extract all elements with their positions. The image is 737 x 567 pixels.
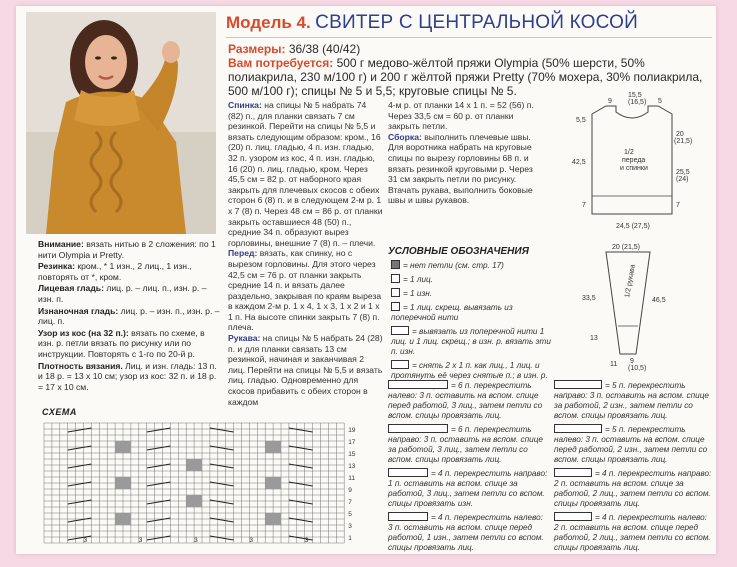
legend-column-1 [391,260,551,394]
legend-text: = нет петли (см. стр. 17) [403,261,504,270]
legend-symbol-icon [554,512,592,521]
note-rib [38,261,220,282]
note-rev-label: Изнаночная гладь: [38,305,119,316]
legend-item [391,288,551,299]
legend-item [391,260,551,271]
cable-cross-mark [68,536,313,540]
legend-item [388,380,548,421]
note-stst-label: Лицевая гладь: [38,283,104,294]
note-attention [38,239,220,260]
cross-count-mark: 3 [83,537,88,544]
legend-symbol-icon [391,326,409,335]
row-number: 1 [348,535,352,542]
sleeve-right-h: 46,5 [652,297,666,304]
legend-item [388,424,548,465]
row-number: 11 [348,475,355,482]
back-text: на спицы № 5 набрать 74 (82) п., для планки связать 7 см резинкой. Перейти на спицы № 5,5 и вязать следующим образом: кром., 16 (20) п. лиц. гладью, 4 п. изн. гладью, 32 п. узором из кос, 4 п. изн. гладью, 16 (20) п. лиц. гладью, кром. Через 45,5 см = 82 р. от наборного края закрыть для плечевых скосов с обеих сторон 6 (8) п. и в следующем 2-м р. 1 х 7 (8) п. Через 48 см = 86 р. от планки закрыть оставшиеся 48 (50) п., средние 34 п. образуют вырез горловины, внешние 7 (8) п. – плечи. [228,100,383,248]
center-back: и спинки [620,165,648,172]
front-paragraph [228,248,383,333]
dim-armhole: 20 [676,131,684,138]
row-number: 17 [348,439,356,446]
dim-bottom-w: 24,5 (27,5) [616,223,650,230]
legend-column-3 [554,380,712,554]
legend-text: = 4 п. перекрестить налево: 2 п. оставить на вспом. спице перед работой, 2 лиц., затем петли со вспом. спицы провязать лиц. [554,513,711,552]
dim-shoulder-left: 9 [608,98,612,105]
legend-symbol-icon [554,380,602,389]
legend-symbol-icon [554,468,592,477]
legend-symbol-icon [388,380,448,389]
dim-rib-right: 7 [676,202,680,209]
dim-neck-h: 5,5 [576,117,586,124]
dim-total-h: 42,5 [572,159,586,166]
legend-text: = 1 изн. [403,289,433,298]
note-stst [38,283,220,304]
no-stitch-cell [265,441,281,453]
no-stitch-cell [186,459,202,471]
row-number: 13 [348,463,356,470]
row-number: 9 [348,487,352,494]
note-gauge-label: Плотность вязания. [38,360,123,371]
schema-title: СХЕМА [42,407,77,417]
row-number: 3 [348,523,352,530]
no-stitch-cell [265,513,281,525]
note-rib-text: кром., * 1 изн., 2 лиц., 1 изн., повторять от *, кром. [38,261,192,282]
center-fraction: 1/2 [624,149,634,156]
legend-title: УСЛОВНЫЕ ОБОЗНАЧЕНИЯ [388,246,529,257]
legend-symbol-icon [391,360,409,369]
sleeves-text: на спицы № 5 набрать 24 (28) п. и для планки связать 13 см резинкой, начиная и заканчивая 2 лиц. Перейти на спицы № 5,5 и вязать лиц. гладью. Одновременно для скосов прибавить с обеих сторон в каждом [228,333,383,407]
sleeve-bottom-2: 9 [630,358,634,365]
row-number: 5 [348,511,352,518]
legend-item [554,512,712,553]
sizes-block [228,42,708,98]
legend-symbol-icon [388,468,428,477]
sleeves-label: Рукава: [228,333,261,344]
cable-chart-grid [42,419,372,549]
sleeve-bottom-1: 11 [610,361,618,368]
instructions-column-1 [228,100,383,407]
note-cable [38,328,220,360]
sleeve-center: 1/2 рукава [624,263,637,299]
sleeve-top-w: 20 (21,5) [612,244,641,251]
legend-text: = 1 лиц. скрещ. вывязать из поперечной нити [391,303,513,322]
legend-text: = 5 п. перекрестить направо: 3 п. оставить на вспом. спице за работой, 2 изн., затем петли со вспом. спицы провязать лиц. [554,381,709,420]
legend-text: = 6 п. перекрестить налево: 3 п. оставить на вспом. спице перед работой, 3 лиц., затем петли со вспом. спицы провязать лиц. [388,381,543,420]
model-number: Модель 4. [226,13,311,32]
sleeve-bottom-3: (10,5) [628,365,647,372]
sizes-line [228,42,708,56]
legend-symbol-icon [391,260,400,269]
title-bar [226,12,712,38]
front-text: вязать, как спинку, но с вырезом горловины. Для этого через 42,5 см = 76 р. от планки закрыть средние 14 п. и вязать далее раздельно, закрывая по краям выреза в каждом 2-м р. 1 х 4, 1 х 3, 1 х 2 и 1 х 1 п. На высоте спинки закрыть 7 (8) п. плеча. [228,248,382,333]
note-stst-text: лиц. р. – лиц. п., изн. р. – изн. п. [38,283,207,304]
legend-symbol-icon [391,274,400,283]
note-attention-text: вязать нитью в 2 сложения: по 1 нити Olympia и Pretty. [38,239,216,260]
note-gauge-text: Лиц. и изн. гладь: 13 п. и 18 р. = 13 х 10 см; узор из кос: 32 п. и 18 р. = 17 х 10 см. [38,360,217,392]
legend-symbol-icon [391,288,400,297]
assembly-label: Сборка: [388,131,422,142]
sizes-label: Размеры: [228,42,286,56]
legend-text: = 5 п. перекрестить налево: 3 п. оставить на вспом. спице перед работой, 2 изн., затем петли со вспом. спицы провязать лиц. [554,425,708,464]
legend-item [554,424,712,465]
cable-cross-mark [68,428,313,432]
model-photo [26,12,216,234]
legend-text: = вывязать из поперечной нити 1 лиц. и 1 лиц. скрещ.; в изн. р. вязать эти п. изн. [391,327,551,356]
sizes-value: 36/38 (40/42) [288,42,361,56]
cross-count-mark: 3 [138,537,143,544]
legend-text: = 4 п. перекрестить направо: 2 п. оставить на вспом. спице за работой, 2 лиц., затем петли со вспом. спицы провязать лиц. [554,469,712,508]
note-attention-label: Внимание: [38,239,84,249]
page-title: СВИТЕР С ЦЕНТРАЛЬНОЙ КОСОЙ [315,12,638,33]
row-number: 19 [348,427,356,434]
note-cable-text: вязать по схеме, в изн. р. петли вязать по рисунку или по инструкции. Повторять с 1-го по 20-й р. [38,327,205,359]
row-number: 15 [348,451,356,458]
pattern-notes [38,239,220,393]
legend-text: = 1 лиц. [403,275,434,284]
legend-symbol-icon [391,302,400,311]
chart-gridlines [44,423,344,543]
cross-count-mark: 3 [249,537,254,544]
sleeves-continued: 4-м р. от планки 14 х 1 п. = 52 (56) п. Через 33,5 см = 60 р. от планки закрыть петли. [388,100,534,132]
note-gauge [38,361,220,393]
note-rev [38,306,220,327]
no-stitch-cell [115,513,131,525]
legend-symbol-icon [388,512,428,521]
cross-count-mark: 3 [304,537,309,544]
row-number: 7 [348,499,352,506]
dim-neck-w: 15,5 [628,92,642,99]
legend-item [388,512,548,553]
back-paragraph [228,100,383,248]
no-stitch-cell [115,477,131,489]
legend-item [554,380,712,421]
body-schematic [554,92,714,242]
model-photo-illustration [26,12,216,234]
magazine-page [16,6,716,554]
no-stitch-cell [115,441,131,453]
back-label: Спинка: [228,100,262,110]
assembly-text: выполнить плечевые швы. Для воротника набрать на круговые спицы по вырезу горловины 68 п. и вязать резинкой круговыми р. Через 31 см закрыть петли по рисунку. Втачать рукава, выполнить боковые швы и швы рукавов. [388,131,533,206]
materials-label: Вам потребуется: [228,56,334,70]
dim-rib-left: 7 [582,202,586,209]
dim-neck-w2: (16,5) [628,99,647,106]
legend-column-2 [388,380,548,554]
sleeve-schematic [554,242,714,378]
center-front: переда [622,157,646,164]
sleeves-paragraph [228,333,383,407]
legend-item [388,468,548,509]
dim-side-alt: (24) [676,176,689,183]
legend-symbol-icon [388,424,448,433]
sleeve-outline [606,252,650,354]
instructions-column-2 [388,100,543,206]
legend-item [391,274,551,285]
sleeve-cuff-h: 13 [590,335,598,342]
materials-text: 500 г медово-жёлтой пряжи Olympia (50% шерсти, 50% полиакрила, 230 м/100 г) и 200 г жёлтой пряжи Pretty (70% мохера, 30% полиакрила, 500 м/100 г); спицы № 5 и 5,5; круговые спицы № 5. [228,56,703,98]
legend-text: = 4 п. перекрестить направо: 1 п. оставить на вспом. спице за работой, 3 лиц., затем петли со вспом. спицы провязать изн. [388,469,548,508]
front-label: Перед: [228,248,258,259]
legend-text: = 4 п. перекрестить налево: 3 п. оставить на вспом. спице перед работой, 1 изн., затем петли со вспом. спицы провязать лиц. [388,513,544,552]
cable-chart [42,419,372,549]
cross-count-mark: 3 [194,537,198,544]
note-rib-label: Резинка: [38,261,75,272]
dim-shoulder-right: 5 [658,98,662,105]
no-stitch-cell [186,495,202,507]
no-stitch-cell [265,477,281,489]
dim-armhole-alt: (21,5) [674,138,693,145]
sleeve-left-h: 33,5 [582,295,596,302]
legend-text: = снять 2 х 1 п. как лиц., 1 лиц. и протянуть её через снятые п.; в изн. р. [391,361,548,380]
dim-side: 25,5 [676,169,690,176]
legend-text: = 6 п. перекрестить направо: 3 п. оставить на вспом. спице за работой, 3 лиц., затем петли со вспом. спицы провязать лиц. [388,425,543,464]
legend-item [391,302,551,323]
note-rev-text: лиц. р. – изн. п., изн. р. – лиц. п. [38,305,220,327]
legend-item [554,468,712,509]
legend-symbol-icon [554,424,602,433]
assembly-paragraph [388,132,543,206]
legend-item [391,326,551,357]
note-cable-label: Узор из кос (на 32 п.): [38,327,129,338]
